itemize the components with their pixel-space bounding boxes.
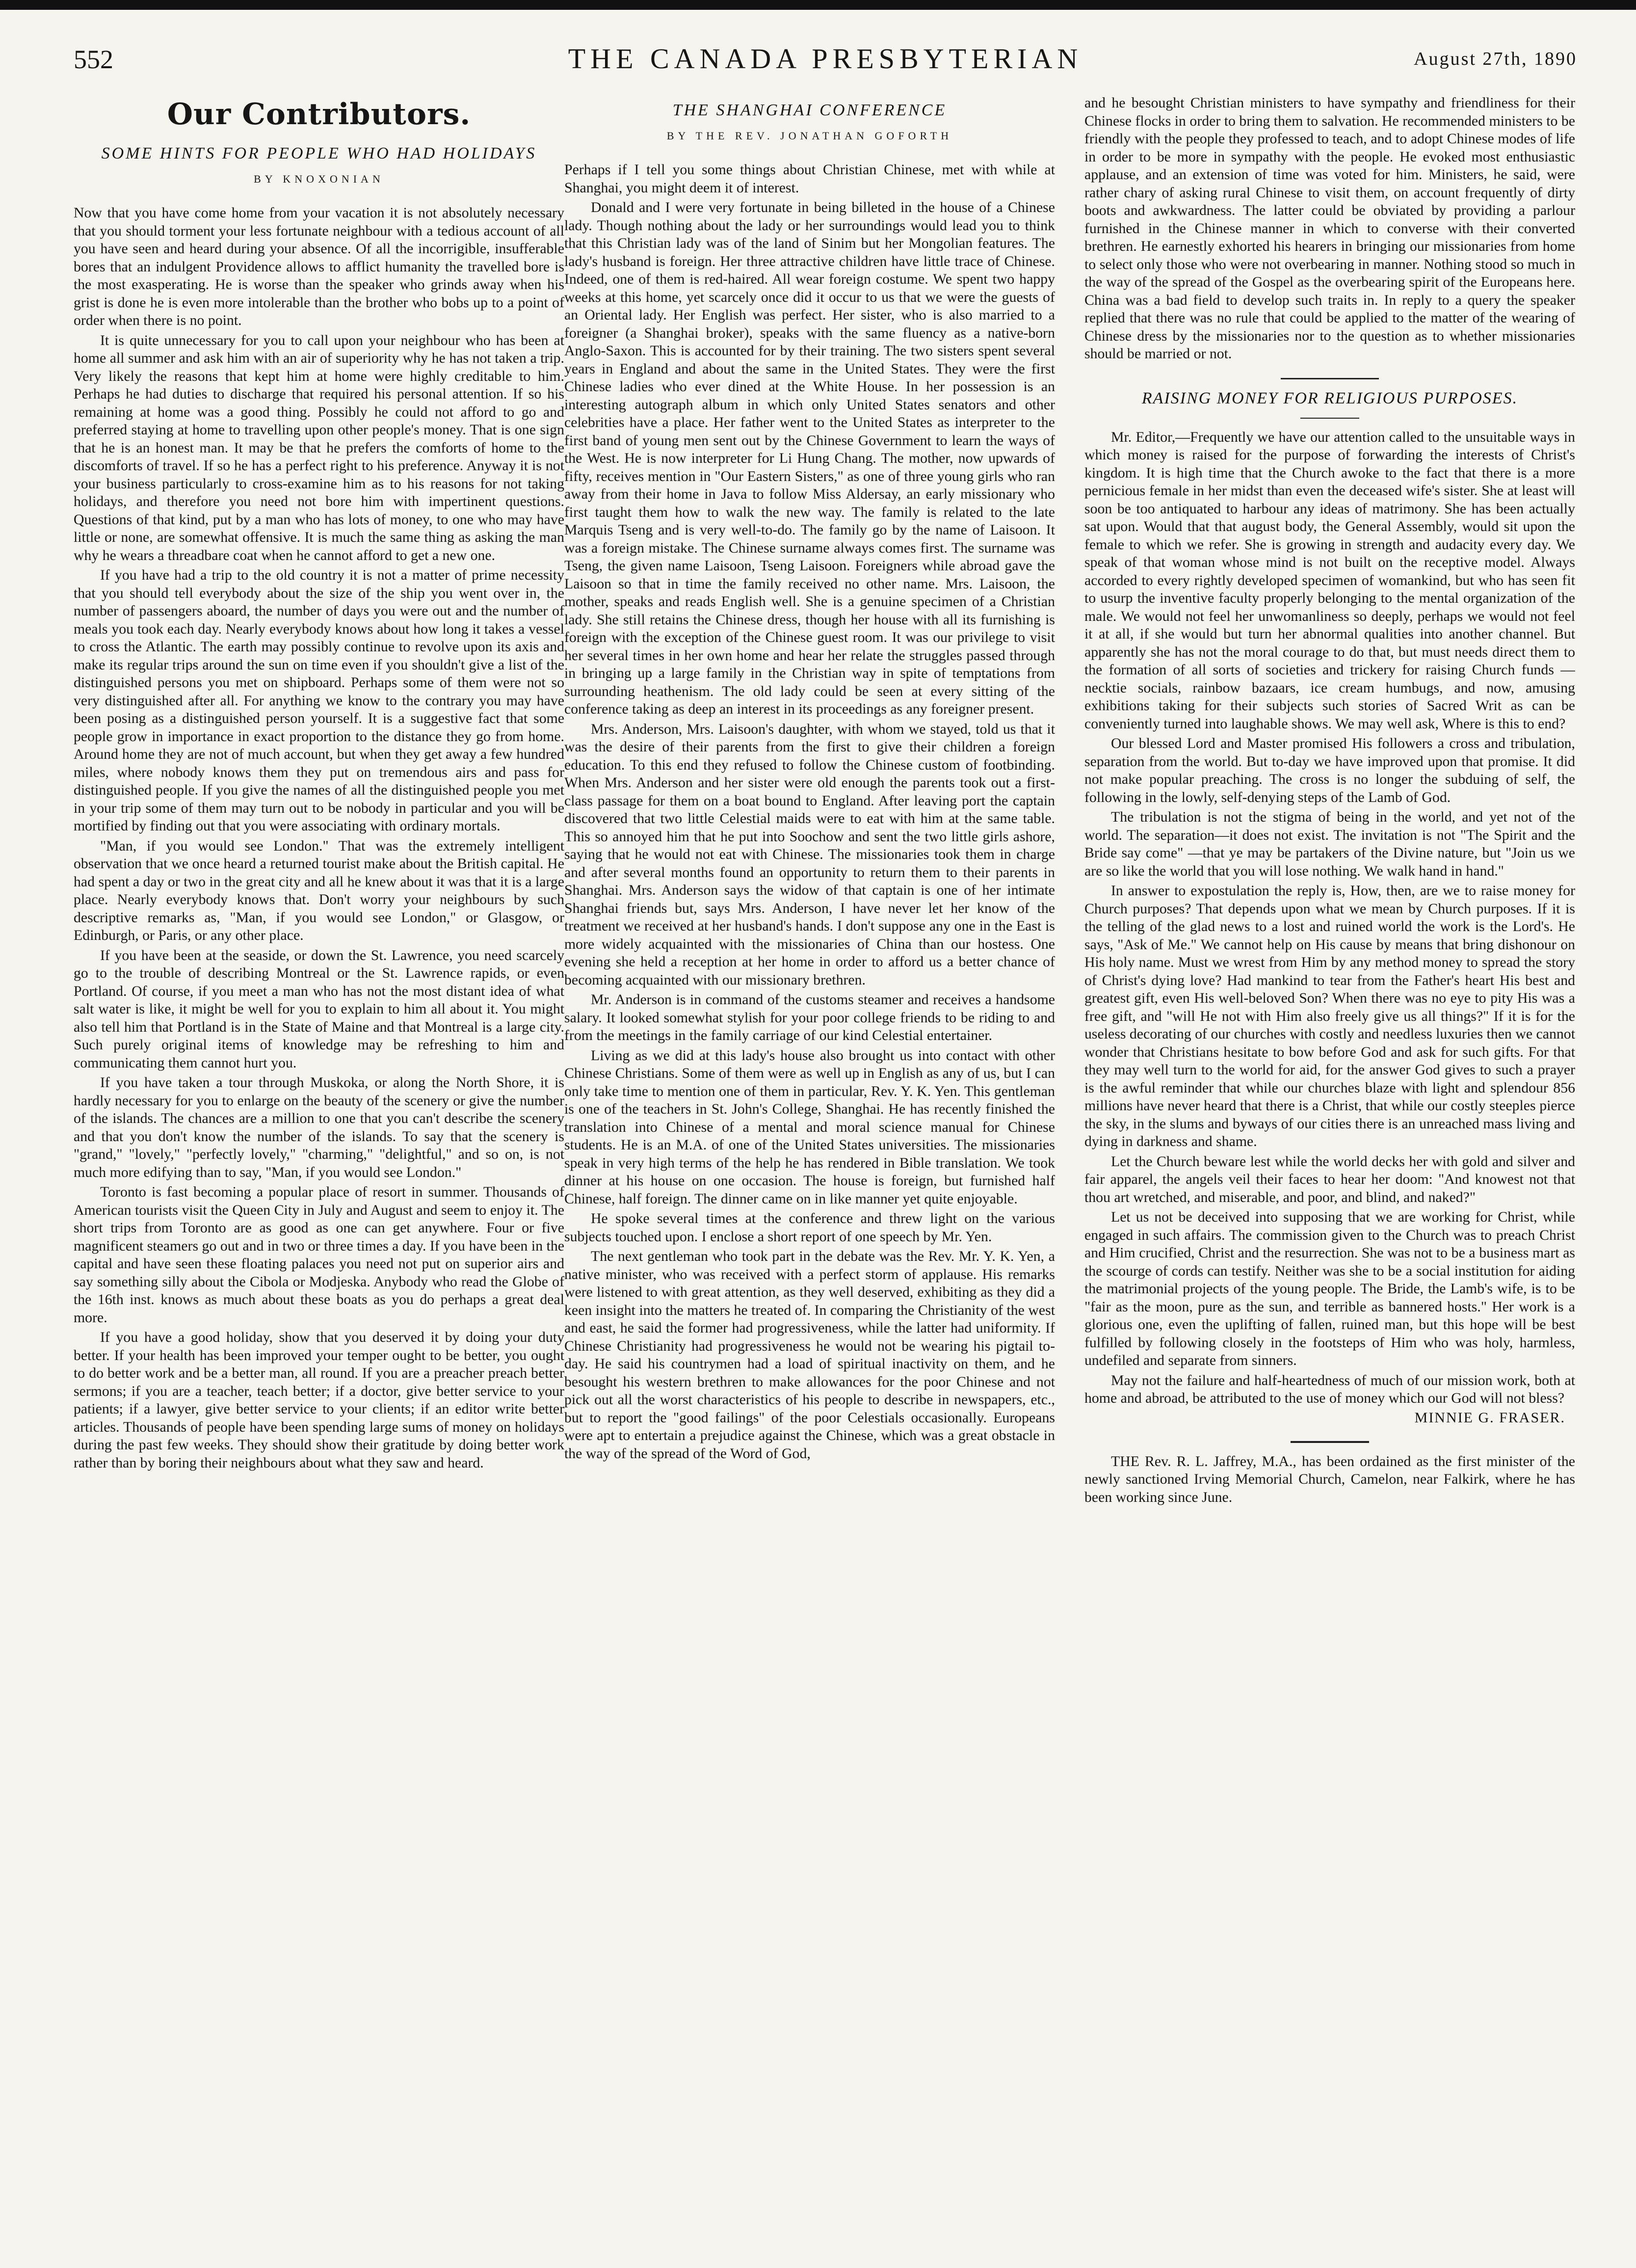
paragraph: Mr. Anderson is in command of the customs steamer and receives a handsome salary. It looked somewhat stylish for your poor college friends to be riding to and from the meetings in the family carriage of our kind Celestial entertainer.	[564, 991, 1055, 1043]
article-title: RAISING MONEY FOR RELIGIOUS PURPOSES.	[1141, 389, 1518, 407]
paragraph: Our blessed Lord and Master promised His followers a cross and tribulation, separation from the world. But to-day we have improved upon that promise. It did not make popular preaching. The cross is no longer the subduing of self, the following in the lowly, self-denying steps of the Lamb of God.	[1084, 735, 1575, 805]
divider	[1300, 418, 1359, 419]
article-title: THE SHANGHAI CONFERENCE	[672, 101, 947, 119]
paragraph: Mr. Editor,—Frequently we have our attention called to the unsuitable ways in which money is raised for the purpose of forwarding the interests of Christ's kingdom. It is high time that the Church awoke to the fact that there is a more pernicious female in her midst than even the deceased wife's sister. She at least will soon be too antiquated to harbour any ideas of matrimony. She has been actually sat upon. Would that that august body, the General Assembly, would sit upon the female to which we refer. She is growing in strength and audacity every day. We speak of that woman whose mind is not built on the receptive model. Always accorded to every rightly developed specimen of womankind, but who has seen fit to usurp the inventive faculty properly belonging to the mental organization of the male. We would not feel her unwomanliness so deeply, perhaps we would not feel it at all, if she would but turn her abnormal qualities into another channel. But apparently she has not the moral courage to do that, but must needs direct them to the formation of all sorts of societies and trickery for raising Church funds —necktie socials, rainbow bazaars, ice cream humbugs, and now, amusing exhibitions taking for their subjects such stories of Sacred Writ as can be conveniently turned into laughable shows. We may well ask, Where is this to end?	[1084, 428, 1575, 732]
notice: THE Rev. R. L. Jaffrey, M.A., has been ordained as the first minister of the newly sanctioned Irving Memorial Church, Camelon, near Falkirk, where he has been working since June.	[1084, 1453, 1575, 1505]
paragraph: If you have had a trip to the old country it is not a matter of prime necessity that you should tell everybody about the size of the ship you went over in, the number of passengers aboard, the number of days you were out and the number of meals you took each day. Nearly everybody knows about how long it takes a vessel to cross the Atlantic. The earth may possibly continue to revolve upon its axis and make its regular trips around the sun on time even if you shouldn't give a list of the distinguished persons you met on shipboard. Perhaps some of them were not so very distinguished after all. For anything we know to the contrary you may have been posing as a distinguished person yourself. It is a suggestive fact that some people grow in importance in exact proportion to the distance they go from home. Around home they are not of much account, but when they get away a few hundred miles, where nobody knows them they put on tremendous airs and pass for distinguished people. If you give the names of all the distinguished people you met in your trip some of them may turn out to be nobody in particular and you will be mortified by finding out that you were associating with ordinary mortals.	[74, 567, 564, 834]
article-title: SOME HINTS FOR PEOPLE WHO HAD HOLIDAYS	[101, 144, 537, 162]
paragraph: Now that you have come home from your vacation it is not absolutely necessary that you should torment your less fortunate neighbour with a tedious account of all you have seen and heard during your absence. Of all the incorrigible, insufferable bores that an indulgent Providence allows to afflict humanity the travelled bore is the most exasperating. He is worse than the speaker who grinds away when his grist is done he is even more intolerable than the brother who bobs up to a point of order when there is no point.	[74, 205, 564, 328]
article-byline: BY KNOXONIAN	[254, 173, 384, 185]
masthead: THE CANADA PRESBYTERIAN	[568, 43, 1083, 75]
paragraph: Mrs. Anderson, Mrs. Laisoon's daughter, with whom we stayed, told us that it was the desire of their parents from the first to give their children a foreign education. To this end they refused to follow the Chinese custom of footbinding. When Mrs. Anderson and her sister were old enough the parents took out a first-class passage for them on a boat bound to England. After leaving port the captain discovered that two little Celestial maids were to eat with him at the same table. This so annoyed him that he put into Soochow and sent the two little girls ashore, saying that he would not eat with Chinese. The missionaries took them in charge and after several months found an opportunity to return them to their parents in Shanghai. Mrs. Anderson says the widow of that captain is one of her intimate Shanghai friends but, says Mrs. Anderson, I have never let her know of the treatment we received at her husband's hands. I don't suppose any one in the East is more widely acquainted with the missionaries of China than our hostess. One evening she held a reception at her home in order to afford us a better chance of becoming acquainted with our missionary brethren.	[564, 720, 1055, 988]
paragraph: and he besought Christian ministers to have sympathy and friendliness for their Chinese flocks in order to bring them to salvation. He recommended ministers to be friendly with the people they professed to teach, and to adopt Chinese modes of life in order to be more in sympathy with the people. He evoked most enthusiastic applause, and an extension of time was voted for him. Ministers, he said, were rather chary of asking rural Chinese to visit them, on account frequently of dirty boots and awkwardness. The latter could be obviated by providing a parlour furnished in the Chinese manner in which to converse with their converted brethren. He earnestly exhorted his hearers in bringing our missionaries from home to select only those who were not overbearing in manner. Nothing stood so much in the way of the spread of the Gospel as the overbearing spirit of the Europeans here. China was a bad field to develop such traits in. In reply to a query the speaker replied that there was no rule that could be applied to the matter of the wearing of Chinese dress by the missionaries nor to the question as to whether missionaries should be married or not.	[1084, 95, 1575, 362]
paragraph: May not the failure and half-heartedness of much of our mission work, both at home and abroad, be attributed to the use of money which our God will not bless?	[1084, 1372, 1575, 1406]
paragraph: "Man, if you would see London." That was the extremely intelligent observation that we once heard a returned tourist make about the British capital. He had spent a day or two in the great city and all he knew about it was that it is a large place. Nearly everybody knows that. Don't worry your neighbours by such descriptive remarks as, "Man, if you would see London," or Glasgow, or Edinburgh, or Paris, or any other place.	[74, 837, 564, 943]
page-header	[74, 42, 1577, 81]
column-2	[564, 94, 1055, 2244]
paragraph: Living as we did at this lady's house also brought us into contact with other Chinese Christians. Some of them were as well up in English as any of us, but I can only take time to mention one of them in particular, Rev. Y. K. Yen. This gentleman is one of the teachers in St. John's College, Shanghai. He has recently finished the translation into Chinese of a mental and moral science manual for Chinese students. He is an M.A. of one of the United States universities. The missionaries speak in very high terms of the help he has rendered in Bible translation. We took dinner at his house on one occasion. The house is foreign, but furnished half Chinese, half foreign. The dinner came on in like manner yet quite enjoyable.	[564, 1047, 1055, 1207]
paragraph: Toronto is fast becoming a popular place of resort in summer. Thousands of American tourists visit the Queen City in July and August and seem to enjoy it. The short trips from Toronto are as good as one can get anywhere. Four or five magnificent steamers go out and in two or three times a day. If you have been in the capital and have seen these floating palaces you need not put on superior airs and say something silly about the Cibola or Modjeska. Anybody who read the Globe of the 16th inst. knows as much about these boats as you do perhaps a great deal more.	[74, 1184, 564, 1326]
paragraph: Let us not be deceived into supposing that we are working for Christ, while engaged in such affairs. The commission given to the Church was to preach Christ and Him crucified, Christ and the resurrection. She was not to be a business mart as the scourge of cords can testify. Neither was she to be a social institution for aiding the matrimonial projects of the young people. The Bride, the Lamb's wife, is to be "fair as the moon, pure as the sun, and terrible as bannered hosts." Her work is a glorious one, even the uplifting of fallen, ruined man, but this hope will be best fulfilled by following closely in the footsteps of Him who was holy, harmless, undefiled and separate from sinners.	[1084, 1209, 1575, 1368]
paragraph: The tribulation is not the stigma of being in the world, and yet not of the world. The separation—it does not exist. The invitation is not "The Spirit and the Bride say come" —that ye may be partakers of the Divine nature, but "Join us we are so like the world that you will lose nothing. We walk hand in hand."	[1084, 809, 1575, 879]
divider	[1291, 1441, 1369, 1443]
paragraph: If you have taken a tour through Muskoka, or along the North Shore, it is hardly necessary for you to enlarge on the beauty of the scenery or give the number of the islands. The chances are a million to one that you can't describe the scenery and that you don't know the number of the islands. To say that the scenery is "grand," "lovely," "perfectly lovely," "charming," "delightful," and so on, is not much more edifying than to say, "Man, if you would see London."	[74, 1074, 564, 1180]
column-3	[1084, 94, 1575, 2244]
paragraph: Let the Church beware lest while the world decks her with gold and silver and fair apparel, the angels veil their faces to hear her doom: "And knowest not that thou art wretched, and miserable, and poor, and blind, and naked?"	[1084, 1153, 1575, 1205]
paragraph: Perhaps if I tell you some things about Christian Chinese, met with while at Shanghai, you might deem it of interest.	[564, 161, 1055, 196]
paragraph: If you have been at the seaside, or down the St. Lawrence, you need scarcely go to the trouble of describing Montreal or the St. Lawrence rapids, or even Portland. Of course, if you meet a man who has not the most distant idea of what salt water is like, it might be well for you to explain to him all about it. You might also tell him that Portland is in the State of Maine and that Montreal is a large city. Such purely original items of knowledge may be refreshing to him and communicating them cannot hurt you.	[74, 947, 564, 1071]
paragraph: Donald and I were very fortunate in being billeted in the house of a Chinese lady. Though nothing about the lady or her surroundings would lead you to think that this Christian lady was of the land of Sinim but her Mongolian features. The lady's husband is foreign. Her three attractive children have little trace of Chinese. Indeed, one of them is red-haired. All wear foreign costume. We spent two happy weeks at this home, yet scarcely once did it occur to us that we were the guests of an Oriental lady. Her English was perfect. Her sister, who is also married to a foreigner (a Shanghai broker), speaks with the same fluency as a native-born Anglo-Saxon. This is accounted for by their training. The two sisters spent several years in England and about the same in the United States. They were the first Chinese ladies who ever dined at the White House. In her possession is an interesting autograph album in which only United States senators and other celebrities have a place. Her father went to the United States as interpreter to the first band of young men sent out by the Chinese Government to learn the ways of the West. He is now interpreter for Li Hung Chang. The mother, now upwards of fifty, receives mention in "Our Eastern Sisters," as one of three young girls who ran away from their home in Java to follow Miss Aldersay, an early missionary who first taught them how to walk the new way. The family is related to the late Marquis Tseng and is very well-to-do. The family go by the name of Laisoon. It was a foreign mistake. The Chinese surname always comes first. The surname was Tseng, the given name Laisoon, Tseng Laisoon. Foreigners while abroad gave the Laisoon so that in time the family received no other name. Mrs. Laisoon, the mother, speaks and reads English well. She is a genuine specimen of a Christian lady. She still retains the Chinese dress, though her house with all its furnishing is foreign with the exception of the Chinese guest room. It was our privilege to visit her several times in her own home and hear her relate the struggles passed through in bringing up a large family in the Christian way in spite of temptations from surrounding heathenism. The old lady could be seen at every sitting of the conference taking as deep an interest in its proceedings as any foreigner present.	[564, 199, 1055, 717]
top-rule	[0, 0, 1636, 10]
section-title: Our Contributors.	[167, 97, 471, 132]
paragraph: If you have a good holiday, show that you deserved it by doing your duty better. If your health has been improved your temper ought to be better, you ought to do better work and be a better man, all round. If you are a preacher preach better sermons; if you are a teacher, teach better; if a doctor, give better service to your patients; if a lawyer, give better service to your clients; if an editor write better articles. Thousands of people have been spending large sums of money on holidays during the past few weeks. They should show their gratitude by doing better work rather than by boring their neighbours about what they saw and heard.	[74, 1329, 564, 1471]
paragraph: He spoke several times at the conference and threw light on the various subjects touched upon. I enclose a short report of one speech by Mr. Yen.	[564, 1210, 1055, 1245]
divider	[1281, 378, 1379, 379]
paragraph: It is quite unnecessary for you to call upon your neighbour who has been at home all summer and ask him with an air of superiority why he has not taken a trip. Very likely the reasons that kept him at home were highly creditable to him. Perhaps he had duties to discharge that required his personal attention. If so his remaining at home was a good thing. Possibly he could not afford to go and preferred staying at home to travelling upon other people's money. That is one sign that he is an honest man. It may be that he prefers the comforts of home to the discomforts of travel. If so he has a perfect right to his preference. Anyway it is not your business particularly to cross-examine him as to his reasons for not taking holidays, and therefore you need not bore him with impertinent questions. Questions of that kind, put by a man who has lots of money, to one who may have little or none, are somewhat offensive. It is much the same thing as asking the man why he wears a threadbare coat when he cannot afford to get a new one.	[74, 332, 564, 563]
article-byline: BY THE REV. JONATHAN GOFORTH	[666, 130, 953, 142]
signature: MINNIE G. FRASER.	[1414, 1409, 1565, 1426]
paragraph: The next gentleman who took part in the debate was the Rev. Mr. Y. K. Yen, a native minister, who was received with a perfect storm of applause. His remarks were listened to with great attention, as they well deserved, exhibiting as they did a keen insight into the matters he treated of. In comparing the Christianity of the west and east, he said the former had progressiveness, while the latter had uniformity. If Chinese Christianity had progressiveness he would not be wearing his pigtail to-day. He said his countrymen had a load of spiritual inactivity on them, and he besought his western brethren to make allowances for the poor Chinese and not pick out all the worst characteristics of his people to describe in newspapers, etc., but to report the "good failings" of the poor Celestials occasionally. Europeans were apt to entertain a prejudice against the Chinese, which was a great obstacle in the way of the spread of the Word of God,	[564, 1248, 1055, 1462]
paragraph: In answer to expostulation the reply is, How, then, are we to raise money for Church purposes? That depends upon what we mean by Church purposes. If it is the telling of the glad news to a lost and ruined world the work is the Lord's. He says, "Ask of Me." We cannot help on His cause by means that bring dishonour on His holy name. Must we wrest from Him by any method money to spread the story of Christ's dying love? Had mankind to tear from the Father's heart His best and greatest gift, even His well-beloved Son? When there was no eye to pity His was a free gift, and "will He not with Him also freely give us all things?" If it is for the useless decorating of our churches with costly and needless luxuries then we cannot wonder that Christians hesitate to bow before God and ask for such gifts. For that they may well turn to the world for aid, for the answer God gives to such a prayer is the awful reminder that while our churches blaze with light and splendour 856 millions have never heard that there is a Christ, that while our costly steeples pierce the sky, in the slums and byways of our cities there is an unreached mass living and dying in darkness and shame.	[1084, 882, 1575, 1149]
issue-date: August 27th, 1890	[1414, 49, 1577, 69]
column-1	[74, 94, 564, 2244]
page-number: 552	[74, 45, 113, 74]
